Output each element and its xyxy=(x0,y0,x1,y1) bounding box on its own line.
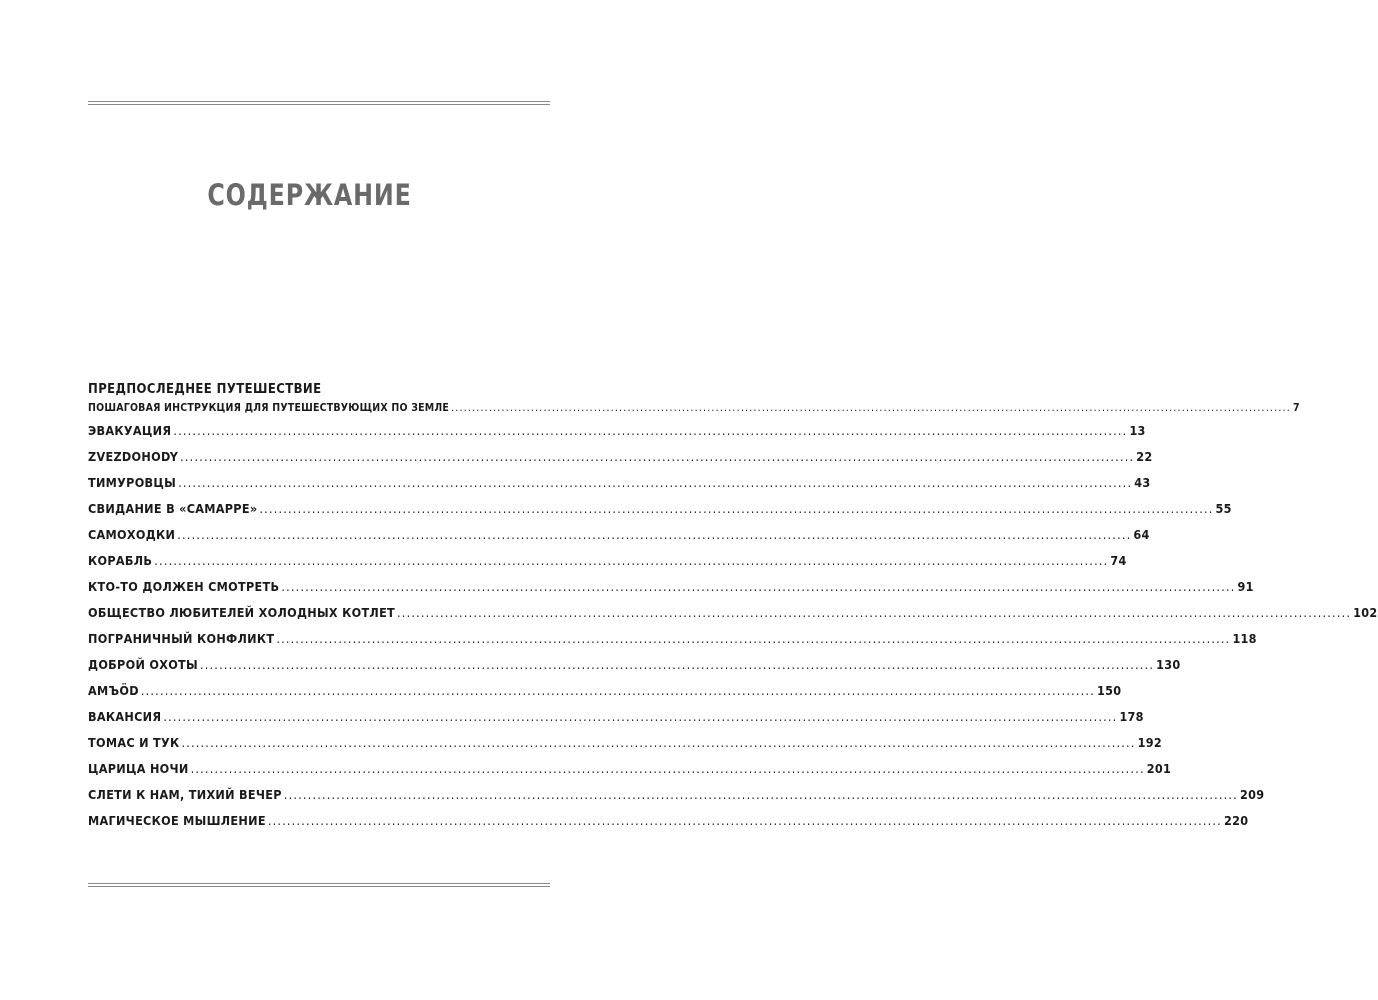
toc-entry-first[interactable] xyxy=(88,381,1300,418)
toc-entry-title: AMЪÖD xyxy=(88,683,139,698)
rule-line xyxy=(88,104,550,105)
toc-page-number: 209 xyxy=(1239,787,1265,802)
leader-dots: ........................................................................................................................................................................................................ xyxy=(397,605,1352,620)
rule-line xyxy=(88,101,550,102)
toc-page-number: 102 xyxy=(1353,605,1378,620)
toc-page-number: 55 xyxy=(1215,501,1232,516)
toc-page-number: 178 xyxy=(1119,709,1144,724)
leader-dots: ........................................................................................................................................................................................................ xyxy=(259,501,1214,516)
toc-entry[interactable] xyxy=(88,600,1378,626)
leader-dots: ........................................................................................................................................................................................................ xyxy=(181,735,1136,750)
leader-dots: ........................................................................................................................................................................................................ xyxy=(154,553,1109,568)
rule-line xyxy=(88,883,550,884)
toc-entry[interactable] xyxy=(88,470,1151,496)
toc-list xyxy=(88,418,1378,834)
toc-entry[interactable] xyxy=(88,574,1254,600)
toc-entry[interactable] xyxy=(88,808,1249,834)
toc-entry[interactable] xyxy=(88,418,1146,444)
leader-dots: ........................................................................................................................................................................................................ xyxy=(199,657,1155,672)
leader-dots: ........................................................................................................................................................................................................ xyxy=(451,402,1291,414)
top-double-rule xyxy=(88,101,550,105)
toc-page-number: 64 xyxy=(1133,527,1150,542)
toc-page-number: 22 xyxy=(1136,449,1153,464)
toc-page-number: 118 xyxy=(1232,631,1257,646)
toc-page-number: 91 xyxy=(1237,579,1254,594)
toc-entry[interactable] xyxy=(88,730,1162,756)
bottom-double-rule xyxy=(88,883,550,887)
toc-entry[interactable] xyxy=(88,548,1127,574)
leader-dots: ........................................................................................................................................................................................................ xyxy=(281,579,1236,594)
toc-entry-title: ТИМУРОВЦЫ xyxy=(88,475,177,490)
leader-dots: ........................................................................................................................................................................................................ xyxy=(283,787,1238,802)
toc-entry-title: ПОГРАНИЧНЫЙ КОНФЛИКТ xyxy=(88,631,275,646)
toc-page-number: 74 xyxy=(1110,553,1127,568)
leader-dots: ........................................................................................................................................................................................................ xyxy=(276,631,1231,646)
toc-entry-title: СВИДАНИЕ В «САМАРРЕ» xyxy=(88,501,258,516)
page-title: СОДЕРЖАНИЕ xyxy=(207,178,412,212)
leader-dots: ........................................................................................................................................................................................................ xyxy=(267,813,1222,828)
rule-line xyxy=(88,886,550,887)
toc-page-number: 220 xyxy=(1223,813,1249,828)
toc-entry-title: ОБЩЕСТВО ЛЮБИТЕЛЕЙ ХОЛОДНЫХ КОТЛЕТ xyxy=(88,605,396,620)
leader-dots: ........................................................................................................................................................................................................ xyxy=(190,761,1145,776)
leader-dots: ........................................................................................................................................................................................................ xyxy=(140,683,1095,698)
leader-dots: ........................................................................................................................................................................................................ xyxy=(177,527,1132,542)
toc-entry[interactable] xyxy=(88,626,1257,652)
toc-entry-title: ЭВАКУАЦИЯ xyxy=(88,423,172,438)
toc-page-number: 130 xyxy=(1156,657,1181,672)
toc-page-number: 43 xyxy=(1134,475,1151,490)
toc-entry-title: ТОМАС И ТУК xyxy=(88,735,180,750)
toc-entry-title: СЛЕТИ К НАМ, ТИХИЙ ВЕЧЕР xyxy=(88,787,282,802)
toc-page-number: 150 xyxy=(1096,683,1122,698)
leader-dots: ........................................................................................................................................................................................................ xyxy=(178,475,1133,490)
toc-entry-title: МАГИЧЕСКОЕ МЫШЛЕНИЕ xyxy=(88,813,266,828)
toc-entry-title: КТО-ТО ДОЛЖЕН СМОТРЕТЬ xyxy=(88,579,280,594)
toc-entry[interactable] xyxy=(88,678,1122,704)
leader-dots: ........................................................................................................................................................................................................ xyxy=(180,449,1135,464)
toc-entry-title: ДОБРОЙ ОХОТЫ xyxy=(88,657,198,672)
toc-page-number: 7 xyxy=(1292,402,1300,414)
toc-entry[interactable] xyxy=(88,444,1153,470)
toc-entry-title: САМОХОДКИ xyxy=(88,527,176,542)
toc-entry-subtitle: ПОШАГОВАЯ ИНСТРУКЦИЯ ДЛЯ ПУТЕШЕСТВУЮЩИХ ПО ЗЕМЛЕ xyxy=(88,402,450,414)
toc-entry-subtitle-row xyxy=(88,398,1300,418)
toc-entry[interactable] xyxy=(88,522,1150,548)
toc-entry[interactable] xyxy=(88,756,1172,782)
leader-dots: ........................................................................................................................................................................................................ xyxy=(173,423,1128,438)
toc-entry-title: ВАКАНСИЯ xyxy=(88,709,162,724)
toc-entry[interactable] xyxy=(88,782,1265,808)
toc-entry-title: КОРАБЛЬ xyxy=(88,553,153,568)
toc-entry[interactable] xyxy=(88,704,1144,730)
toc-page-number: 13 xyxy=(1129,423,1146,438)
toc-page-number: 192 xyxy=(1137,735,1162,750)
toc-page-number: 201 xyxy=(1146,761,1172,776)
toc-entry[interactable] xyxy=(88,496,1232,522)
toc-entry-title: ZVEZDOHODY xyxy=(88,449,179,464)
table-of-contents xyxy=(88,381,1378,834)
leader-dots: ........................................................................................................................................................................................................ xyxy=(163,709,1118,724)
toc-entry-title: ЦАРИЦА НОЧИ xyxy=(88,761,189,776)
toc-entry[interactable] xyxy=(88,652,1181,678)
toc-entry-heading: ПРЕДПОСЛЕДНЕЕ ПУТЕШЕСТВИЕ xyxy=(88,382,322,397)
